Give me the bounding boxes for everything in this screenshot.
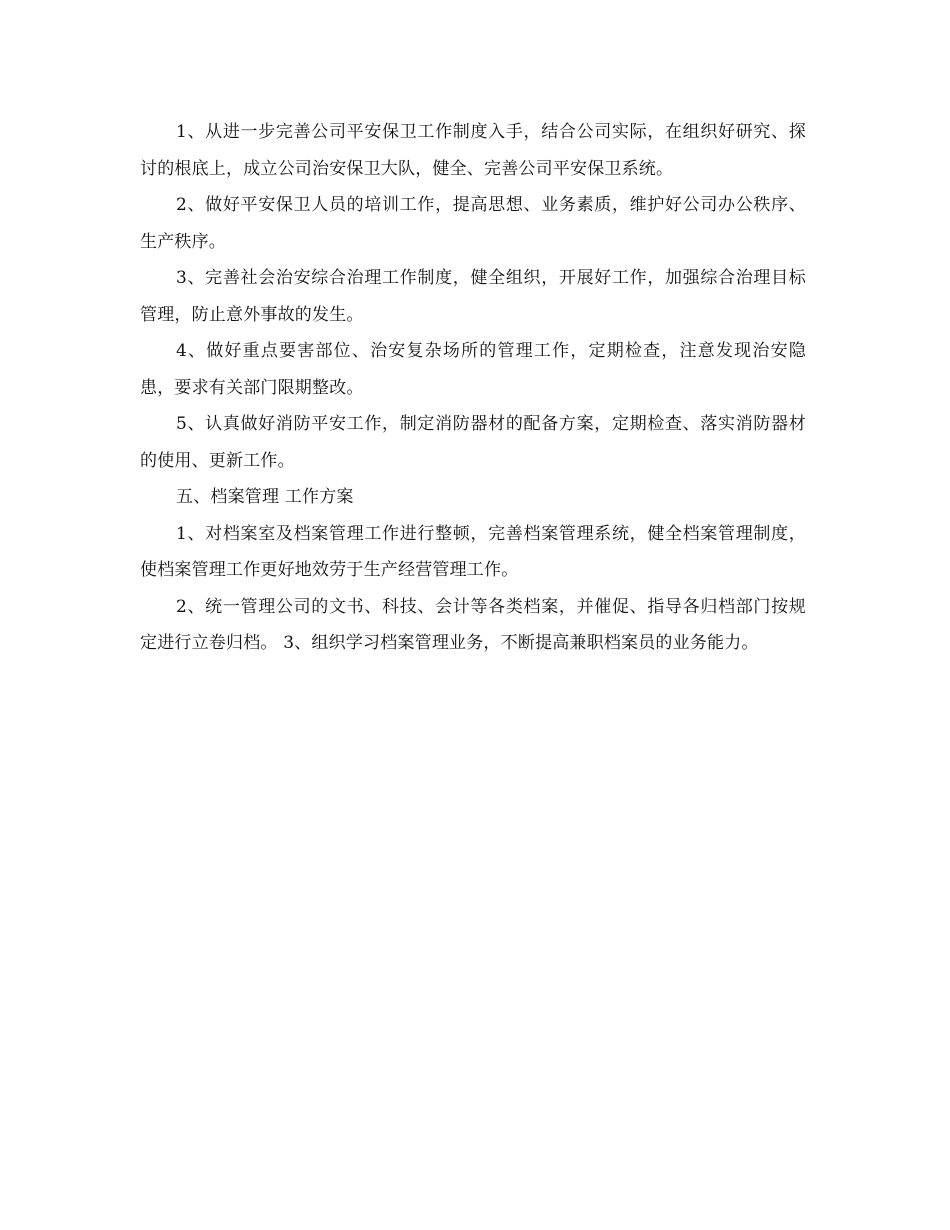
paragraph-security-1: 1、从进一步完善公司平安保卫工作制度入手，结合公司实际，在组织好研究、探讨的根底上，成立公司治安保卫大队，健全、完善公司平安保卫系统。 xyxy=(140,122,806,179)
paragraph-archives-2: 2、统一管理公司的文书、科技、会计等各类档案，并催促、指导各归档部门按规定进行立卷归档。 3、组织学习档案管理业务，不断提高兼职档案员的业务能力。 xyxy=(140,596,806,653)
section-heading-archives: 五、档案管理 工作方案 xyxy=(176,487,354,507)
paragraph-archives-1: 1、对档案室及档案管理工作进行整顿，完善档案管理系统，健全档案管理制度，使档案管理工作更好地效劳于生产经营管理工作。 xyxy=(140,523,806,580)
paragraph-security-2: 2、做好平安保卫人员的培训工作，提高思想、业务素质，维护好公司办公秩序、生产秩序。 xyxy=(140,195,806,252)
paragraph-security-3: 3、完善社会治安综合治理工作制度，健全组织，开展好工作，加强综合治理目标管理，防止意外事故的发生。 xyxy=(140,268,806,325)
paragraph-security-5: 5、认真做好消防平安工作，制定消防器材的配备方案，定期检查、落实消防器材的使用、更新工作。 xyxy=(140,414,806,471)
document-body xyxy=(140,114,806,662)
paragraph-security-4: 4、做好重点要害部位、治安复杂场所的管理工作，定期检查，注意发现治安隐患，要求有关部门限期整改。 xyxy=(140,341,806,398)
